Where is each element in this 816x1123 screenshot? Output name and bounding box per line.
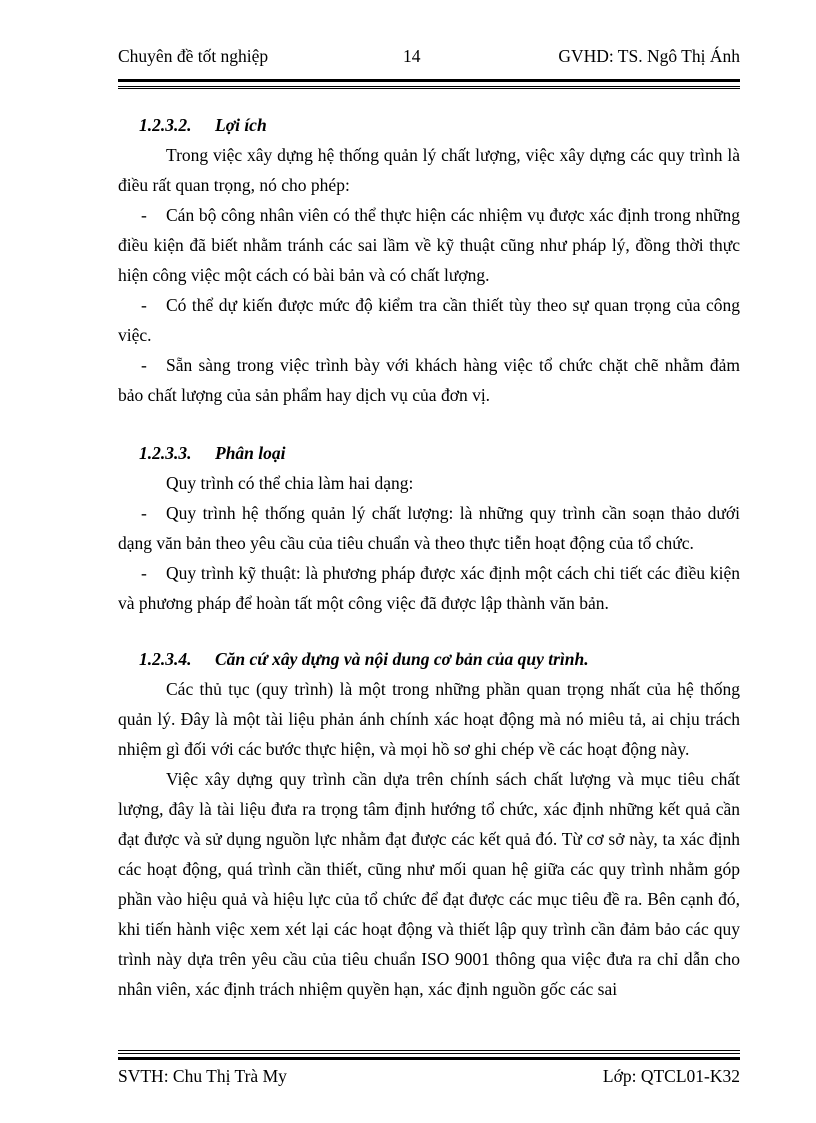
list-item bbox=[118, 350, 740, 410]
list-item-text: Sẵn sàng trong việc trình bày với khách hàng việc tổ chức chặt chẽ nhằm đảm bảo chất lượng của sản phẩm hay dịch vụ của đơn vị. bbox=[118, 355, 740, 405]
list-item bbox=[118, 558, 740, 618]
section-heading bbox=[118, 110, 740, 140]
page-body bbox=[118, 110, 740, 1004]
list-item-text: Quy trình kỹ thuật: là phương pháp được xác định một cách chi tiết các điều kiện và phương pháp để hoàn tất một công việc đã được lập thành văn bản. bbox=[118, 563, 740, 613]
bullet-dash: - bbox=[141, 355, 147, 375]
page-number: 14 bbox=[403, 46, 421, 66]
list-item bbox=[118, 290, 740, 350]
page-footer bbox=[118, 1066, 740, 1092]
section-title: Căn cứ xây dựng và nội dung cơ bản của quy trình. bbox=[215, 649, 589, 669]
footer-rule bbox=[118, 1050, 740, 1060]
list-item bbox=[118, 498, 740, 558]
section-number: 1.2.3.3. bbox=[139, 443, 192, 463]
bullet-dash: - bbox=[141, 205, 147, 225]
header-title: Chuyên đề tốt nghiệp bbox=[118, 46, 269, 66]
spacer bbox=[118, 410, 740, 438]
header-rule bbox=[118, 79, 740, 87]
paragraph: Trong việc xây dựng hệ thống quản lý chất lượng, việc xây dựng các quy trình là điều rất quan trọng, nó cho phép: bbox=[118, 145, 740, 195]
footer-student: SVTH: Chu Thị Trà My bbox=[118, 1066, 287, 1086]
footer-class: Lớp: QTCL01-K32 bbox=[602, 1066, 740, 1086]
paragraph: Việc xây dựng quy trình cần dựa trên chính sách chất lượng và mục tiêu chất lượng, đây là tài liệu đưa ra trọng tâm định hướng tổ chức, xác định những kết quả cần đạt được và sử dụng nguồn lực nhằm đạt được các kết quả đó. Từ cơ sở này, ta xác định các hoạt động, quá trình cần thiết, cũng như mối quan hệ giữa các quy trình nhằm góp phần vào hiệu quả và hiệu lực của tổ chức để đạt được các mục tiêu đề ra. Bên cạnh đó, khi tiến hành việc xem xét lại các hoạt động và thiết lập quy trình cần đảm bảo các quy trình này dựa trên yêu cầu của tiêu chuẩn ISO 9001 thông qua việc đưa ra chỉ dẫn cho nhân viên, xác định trách nhiệm quyền hạn, xác định nguồn gốc các sai bbox=[118, 769, 740, 999]
paragraph: Quy trình có thể chia làm hai dạng: bbox=[166, 473, 414, 493]
section-title: Lợi ích bbox=[215, 115, 267, 135]
section-number: 1.2.3.2. bbox=[139, 115, 192, 135]
header-advisor: GVHD: TS. Ngô Thị Ánh bbox=[558, 46, 740, 66]
list-item bbox=[118, 200, 740, 290]
list-item-text: Quy trình hệ thống quản lý chất lượng: là những quy trình cần soạn thảo dưới dạng văn bản theo yêu cầu của tiêu chuẩn và theo thực tiễn hoạt động của tổ chức. bbox=[118, 503, 740, 553]
list-item-text: Có thể dự kiến được mức độ kiểm tra cần thiết tùy theo sự quan trọng của công việc. bbox=[118, 295, 740, 345]
section-number: 1.2.3.4. bbox=[139, 649, 192, 669]
bullet-dash: - bbox=[141, 563, 147, 583]
section-heading bbox=[118, 644, 740, 674]
spacer bbox=[118, 618, 740, 644]
section-heading bbox=[118, 438, 740, 468]
list-item-text: Cán bộ công nhân viên có thể thực hiện các nhiệm vụ được xác định trong những điều kiện đã biết nhằm tránh các sai lầm về kỹ thuật cũng như pháp lý, đồng thời thực hiện công việc một cách có bài bản và có chất lượng. bbox=[118, 205, 740, 285]
section-title: Phân loại bbox=[215, 443, 286, 463]
page-header bbox=[118, 46, 740, 72]
paragraph: Các thủ tục (quy trình) là một trong những phần quan trọng nhất của hệ thống quản lý. Đây là một tài liệu phản ánh chính xác hoạt động mà nó miêu tả, ai chịu trách nhiệm gì đối với các bước thực hiện, và mọi hồ sơ ghi chép về các hoạt động này. bbox=[118, 679, 740, 759]
bullet-dash: - bbox=[141, 295, 147, 315]
bullet-dash: - bbox=[141, 503, 147, 523]
